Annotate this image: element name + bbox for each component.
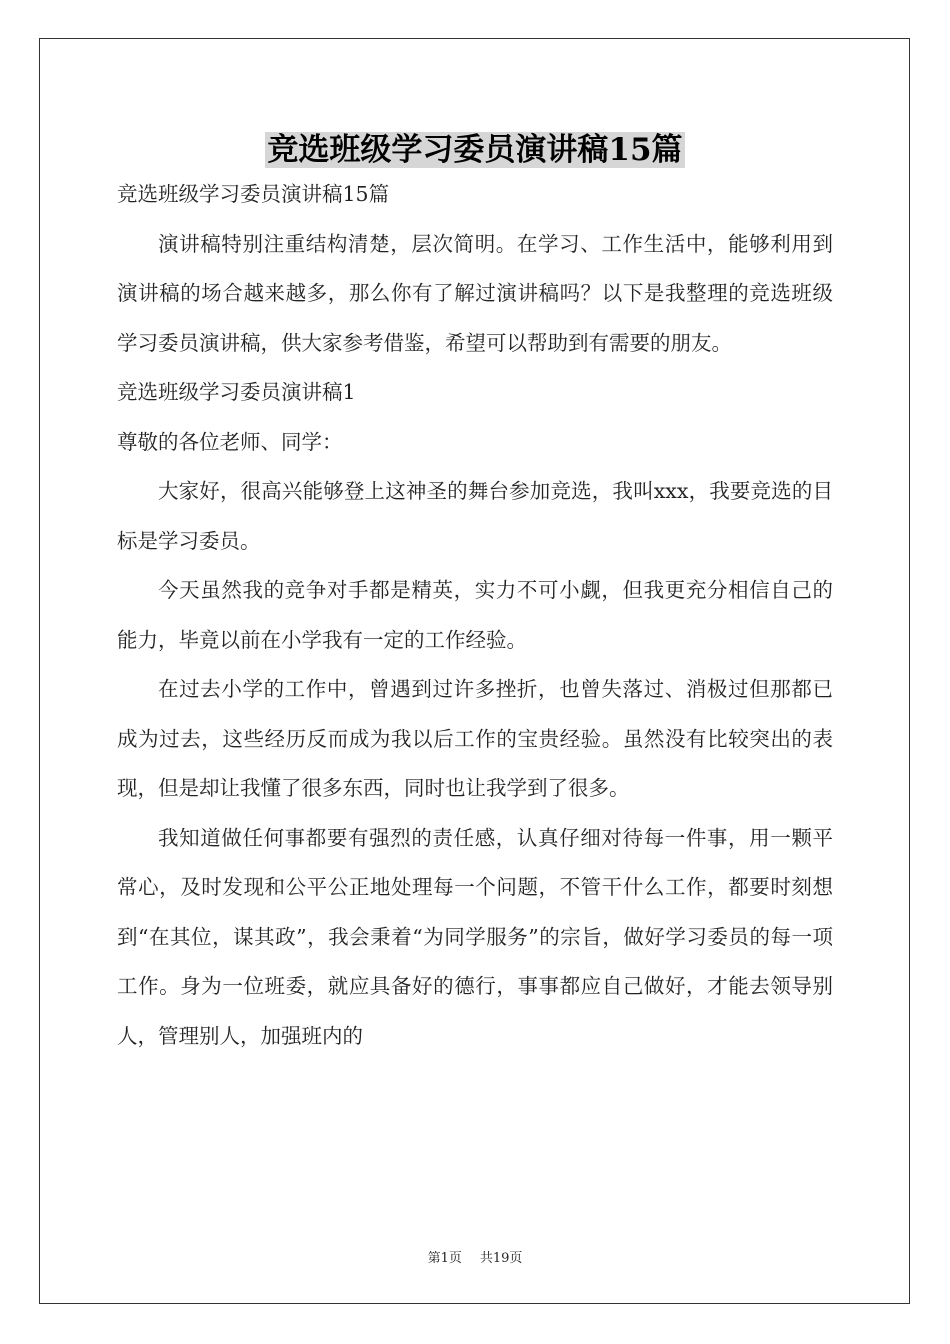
paragraph: 竞选班级学习委员演讲稿15篇 bbox=[117, 182, 390, 206]
paragraph: 今天虽然我的竞争对手都是精英，实力不可小觑，但我更充分相信自己的能力，毕竟以前在小学我有一定的工作经验。 bbox=[117, 578, 833, 652]
document-body bbox=[117, 170, 833, 1061]
paragraph: 在过去小学的工作中，曾遇到过许多挫折，也曾失落过、消极过但那都已成为过去，这些经历反而成为我以后工作的宝贵经验。虽然没有比较突出的表现，但是却让我懂了很多东西，同时也让我学到了很多。 bbox=[117, 677, 833, 800]
page-footer bbox=[0, 1247, 950, 1266]
paragraph: 尊敬的各位老师、同学： bbox=[117, 429, 343, 454]
page-number: 第1页 bbox=[427, 1251, 462, 1266]
paragraph: 竞选班级学习委员演讲稿1 bbox=[117, 380, 356, 404]
document-title bbox=[0, 128, 950, 172]
paragraph: 演讲稿特别注重结构清楚，层次简明。在学习、工作生活中，能够利用到演讲稿的场合越来越多，那么你有了解过演讲稿吗？以下是我整理的竞选班级学习委员演讲稿，供大家参考借鉴，希望可以帮助到有需要的朋友。 bbox=[117, 231, 833, 355]
paragraph: 大家好，很高兴能够登上这神圣的舞台参加竞选，我叫xxx，我要竞选的目标是学习委员。 bbox=[117, 479, 833, 553]
paragraph: 我知道做任何事都要有强烈的责任感，认真仔细对待每一件事，用一颗平常心，及时发现和公平公正地处理每一个问题，不管干什么工作，都要时刻想到“在其位，谋其政”，我会秉着“为同学服务”的宗旨，做好学习委员的每一项工作。身为一位班委，就应具备好的德行，事事都应自己做好，才能去领导别人，管理别人，加强班内的 bbox=[117, 825, 833, 1048]
document-title-text: 竞选班级学习委员演讲稿15篇 bbox=[267, 132, 683, 168]
page-total: 共19页 bbox=[479, 1251, 523, 1266]
